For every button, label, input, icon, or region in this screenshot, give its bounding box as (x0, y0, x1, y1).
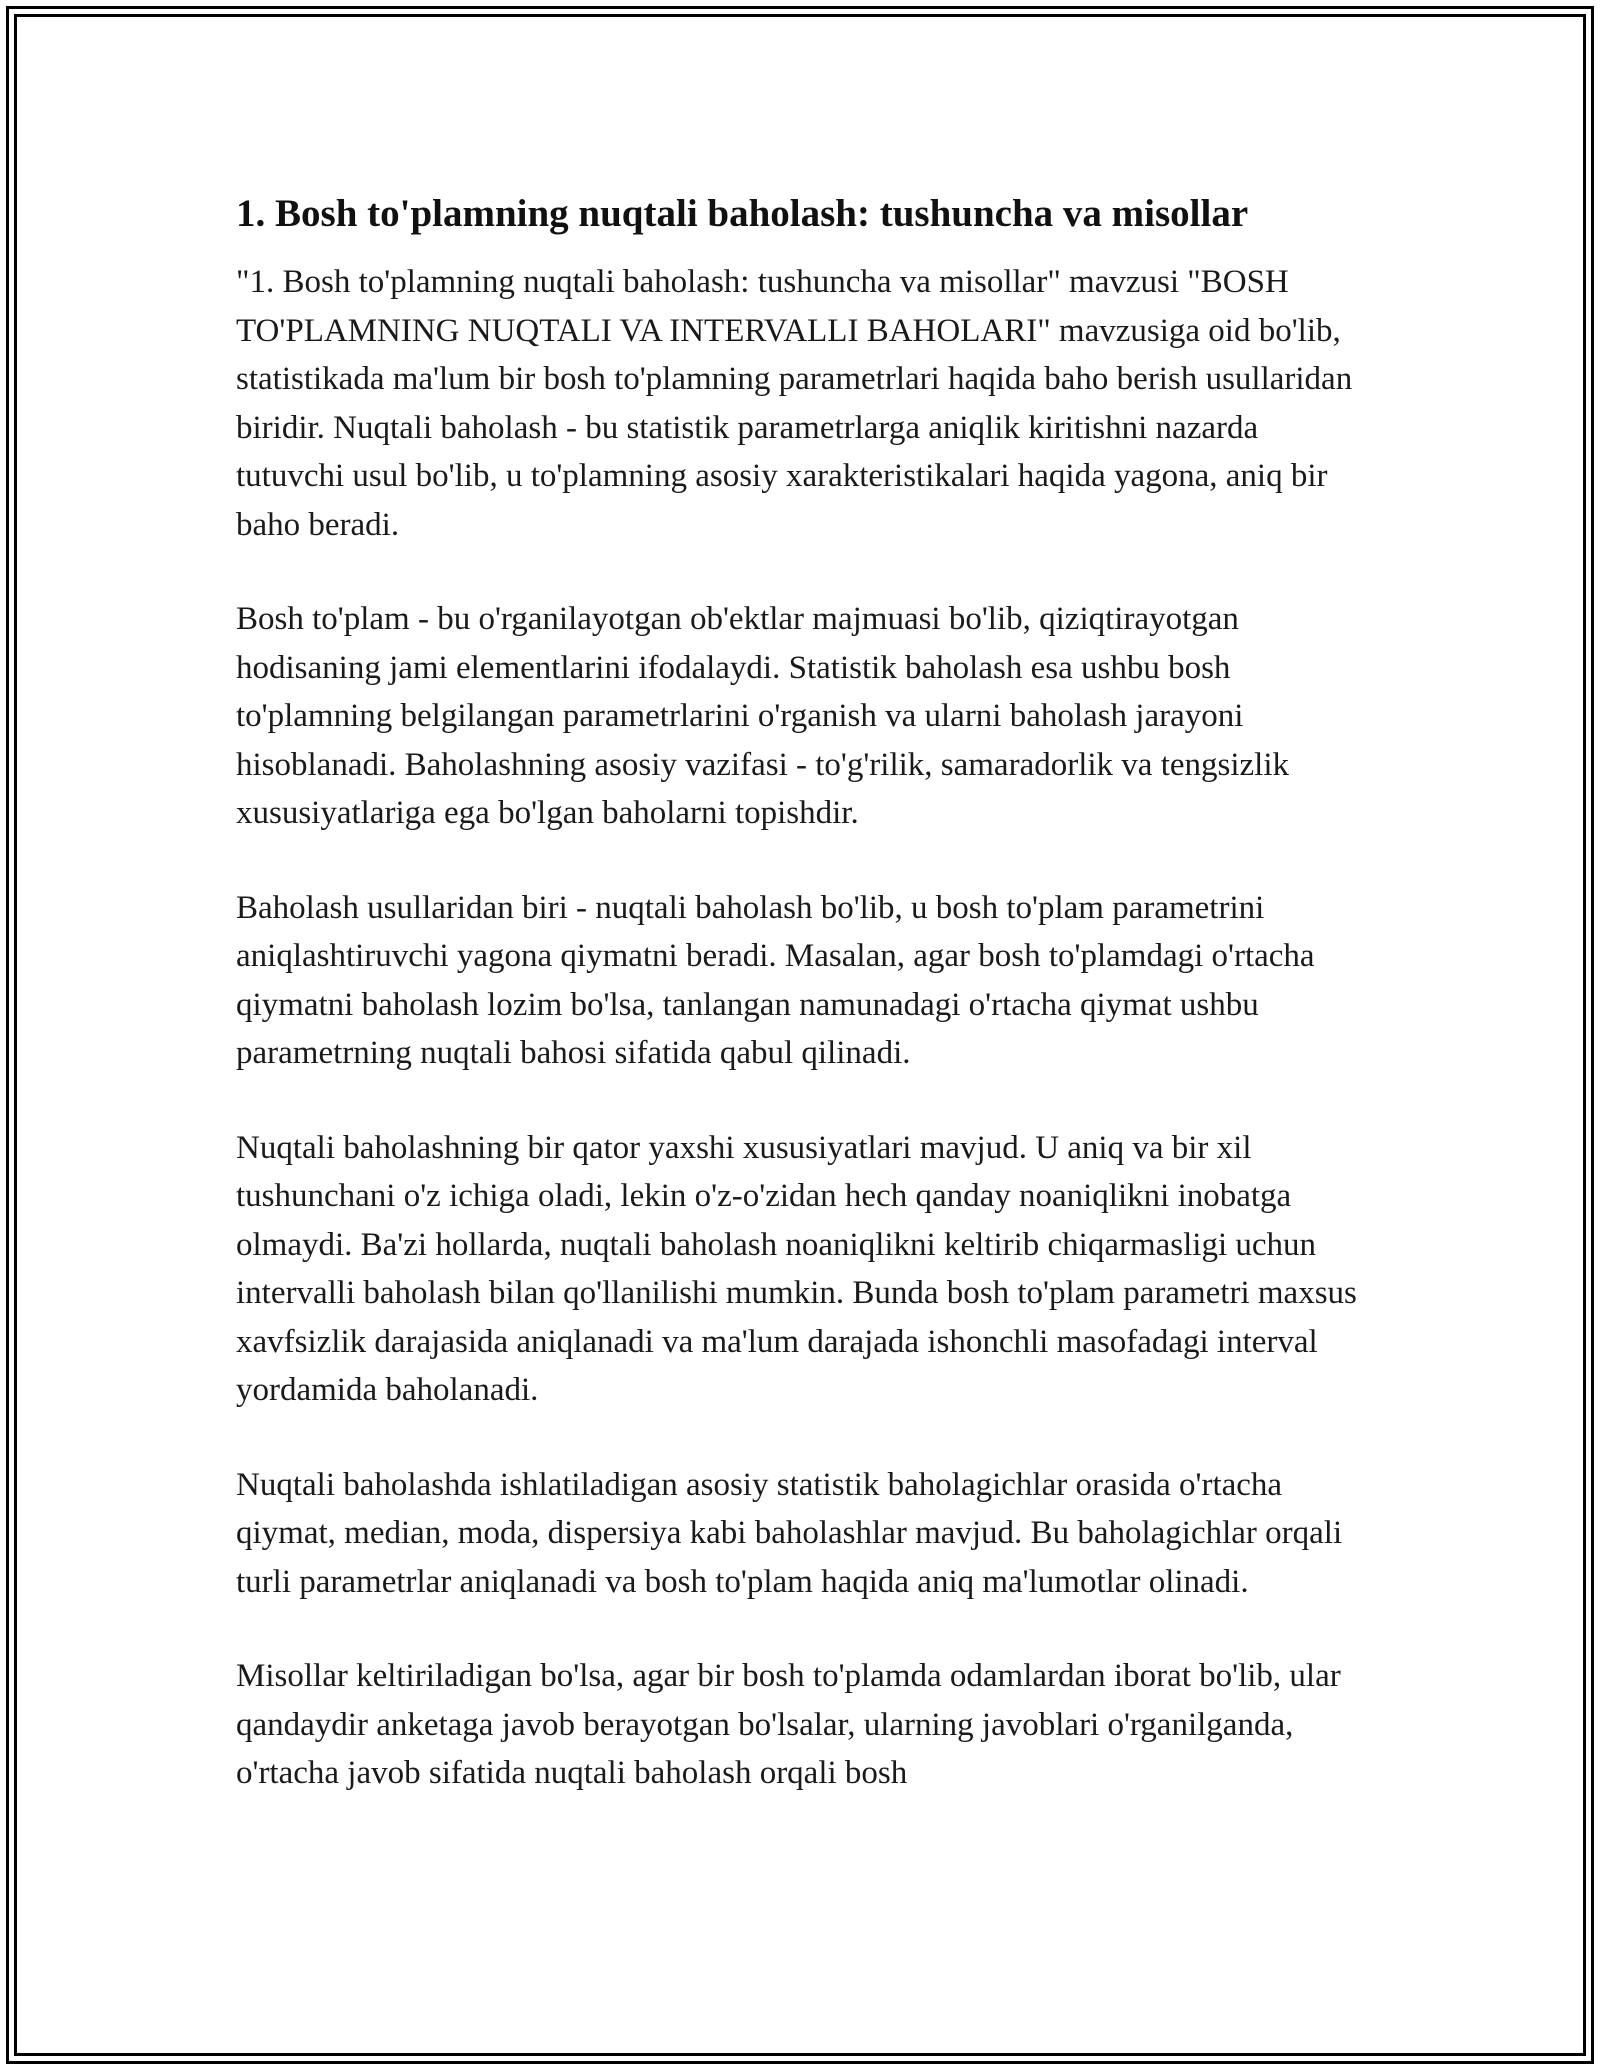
document-body (236, 188, 1371, 1844)
paragraph-4: Nuqtali baholashning bir qator yaxshi xususiyatlari mavjud. U aniq va bir xil tushunchani o'z ichiga oladi, lekin o'z-o'zidan hech qanday noaniqlikni inobatga olmaydi. Ba'zi hollarda, nuqtali baholash noaniqlikni keltirib chiqarmasligi uchun intervalli baholash bilan qo'llanilishi mumkin. Bunda bosh to'plam parametri maxsus xavfsizlik darajasida aniqlanadi va ma'lum darajada ishonchli masofadagi interval yordamida baholanadi. (236, 1129, 1357, 1408)
paragraph-5: Nuqtali baholashda ishlatiladigan asosiy statistik baholagichlar orasida o'rtacha qiymat, median, moda, dispersiya kabi baholashlar mavjud. Bu baholagichlar orqali turli parametrlar aniqlanadi va bosh to'plam haqida aniq ma'lumotlar olinadi. (236, 1466, 1343, 1600)
paragraph-3: Baholash usullaridan biri - nuqtali baholash bo'lib, u bosh to'plam parametrini aniqlashtiruvchi yagona qiymatni beradi. Masalan, agar bosh to'plamdagi o'rtacha qiymatni baholash lozim bo'lsa, tanlangan namunadagi o'rtacha qiymat ushbu parametrning nuqtali bahosi sifatida qabul qilinadi. (236, 889, 1315, 1071)
paragraph-1: "1. Bosh to'plamning nuqtali baholash: tushuncha va misollar" mavzusi "BOSH TO'PLAMNING NUQTALI VA INTERVALLI BAHOLARI" mavzusiga oid bo'lib, statistikada ma'lum bir bosh to'plamning parametrlari haqida baho berish usullaridan biridir. Nuqtali baholash - bu statistik parametrlarga aniqlik kiritishni nazarda tutuvchi usul bo'lib, u to'plamning asosiy xarakteristikalari haqida yagona, aniq bir baho beradi. (236, 264, 1353, 543)
document-title: 1. Bosh to'plamning nuqtali baholash: tushuncha va misollar (236, 192, 1249, 235)
paragraph-2: Bosh to'plam - bu o'rganilayotgan ob'ektlar majmuasi bo'lib, qiziqtirayotgan hodisaning jami elementlarini ifodalaydi. Statistik baholash esa ushbu bosh to'plamning belgilangan parametrlarini o'rganish va ularni baholash jarayoni hisoblanadi. Baholashning asosiy vazifasi - to'g'rilik, samaradorlik va tengsizlik xususiyatlariga ega bo'lgan baholarni topishdir. (236, 601, 1290, 831)
paragraph-6: Misollar keltiriladigan bo'lsa, agar bir bosh to'plamda odamlardan iborat bo'lib, ular qandaydir anketaga javob berayotgan bo'lsalar, ularning javoblari o'rganilganda, o'rtacha javob sifatida nuqtali baholash orqali bosh (236, 1658, 1341, 1791)
